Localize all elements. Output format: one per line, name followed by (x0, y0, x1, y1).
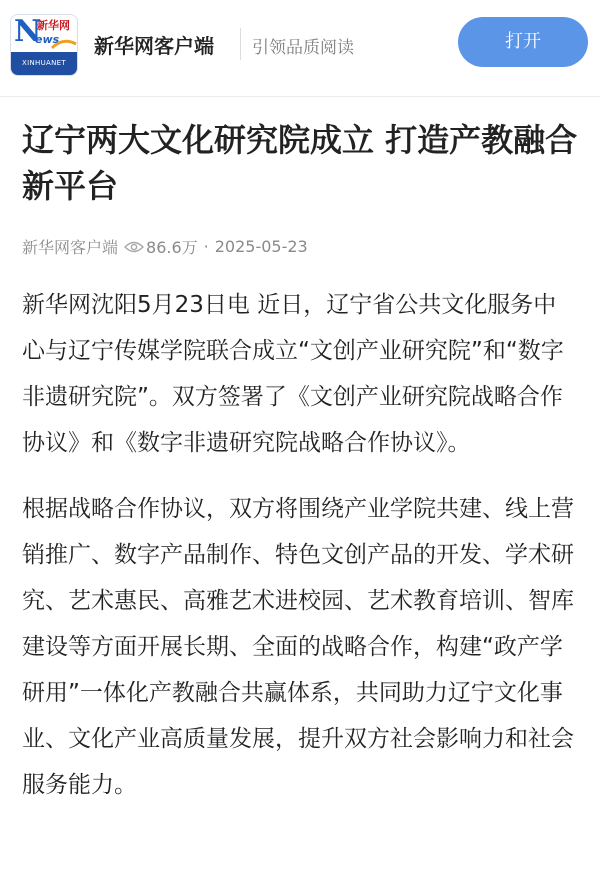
logo-subtext: XINHUANET (22, 59, 66, 67)
meta-separator: · (203, 237, 209, 256)
logo-chinese-mark: 新华网 (37, 19, 70, 32)
logo-swoosh-icon (51, 39, 77, 51)
article (0, 97, 600, 808)
article-date: 2025-05-23 (214, 237, 308, 256)
logo-word: ews (35, 33, 60, 46)
article-paragraph: 新华网沈阳5月23日电 近日，辽宁省公共文化服务中心与辽宁传媒学院联合成立“文创产业研究院”和“数字非遗研究院”。双方签署了《文创产业研究院战略合作协议》和《数字非遗研究院战略合作协议》。 (22, 292, 564, 456)
article-title: 辽宁两大文化研究院成立 打造产教融合新平台 (22, 121, 578, 205)
banner-divider (240, 28, 241, 60)
app-banner (0, 0, 600, 97)
xinhuanet-logo[interactable] (10, 14, 78, 76)
article-views: 86.6万 (146, 238, 198, 257)
article-paragraph: 根据战略合作协议，双方将围绕产业学院共建、线上营销推广、数字产品制作、特色文创产品的开发、学术研究、艺术惠民、高雅艺术进校园、艺术教育培训、智库建设等方面开展长期、全面的战略合作，构建“政产学研用”一体化产教融合共赢体系，共同助力辽宁文化事业、文化产业高质量发展，提升双方社会影响力和社会服务能力。 (22, 496, 574, 798)
article-source: 新华网客户端 (22, 238, 119, 257)
open-app-button[interactable]: 打开 (458, 17, 588, 67)
article-meta (22, 235, 578, 258)
views-eye-icon (124, 241, 144, 253)
logo-letter: N (14, 14, 42, 49)
app-slogan: 引领品质阅读 (252, 38, 354, 58)
app-name: 新华网客户端 (94, 34, 214, 58)
